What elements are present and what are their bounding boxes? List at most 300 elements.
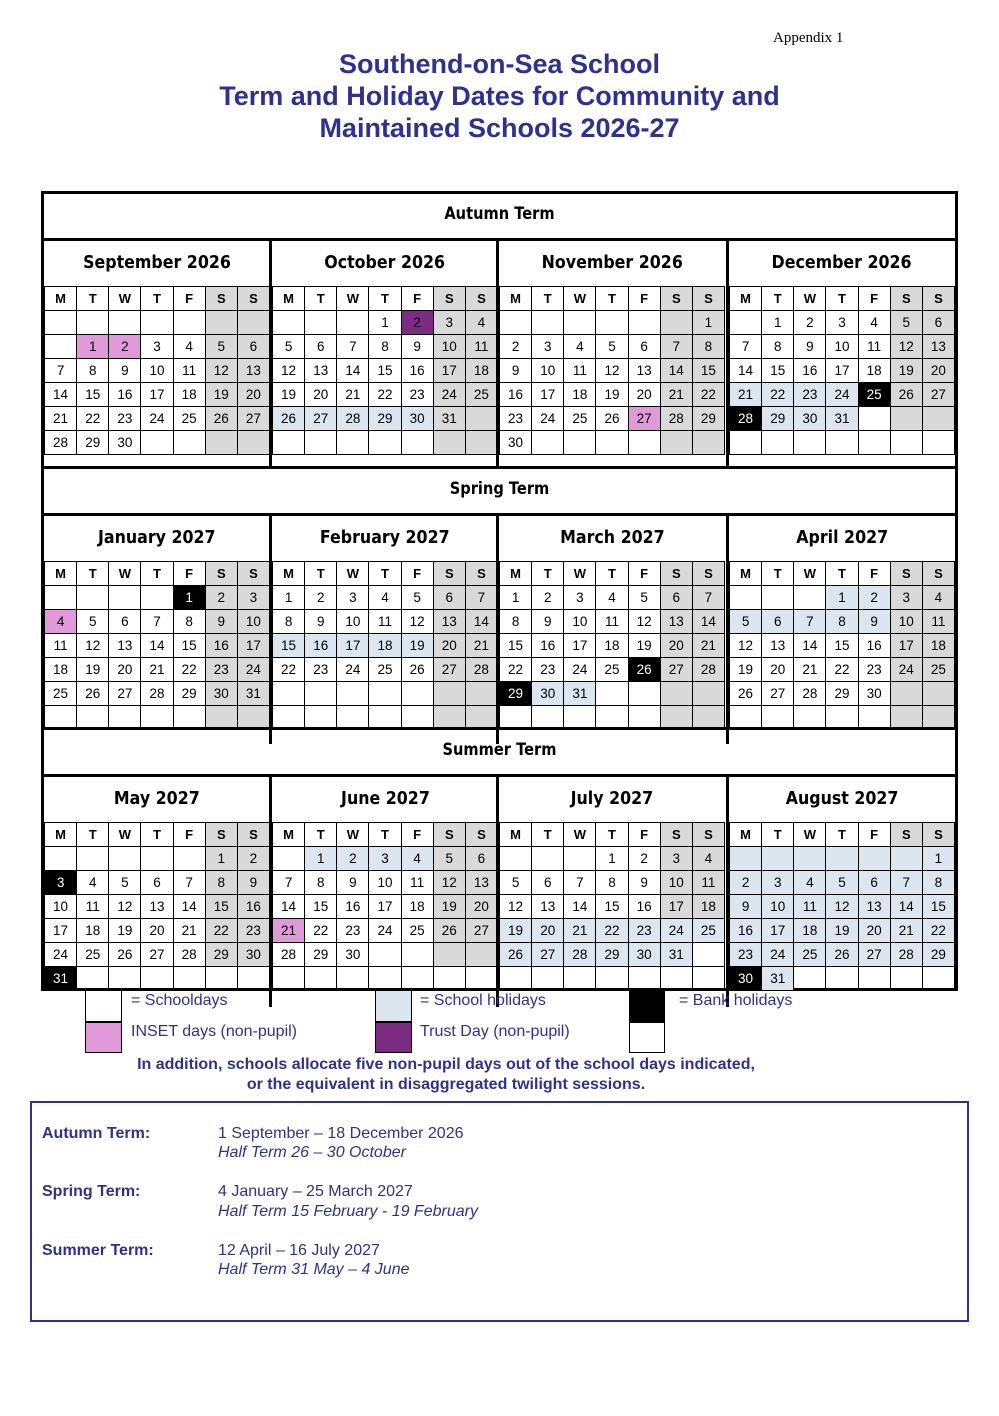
day-cell: 1 [692, 311, 724, 335]
day-cell: 29 [369, 407, 401, 431]
week-row [273, 586, 498, 610]
month-grid [272, 286, 498, 455]
month-block [272, 777, 498, 1005]
day-cell: 19 [730, 658, 762, 682]
day-cell: 15 [692, 359, 724, 383]
day-cell: 20 [305, 383, 337, 407]
day-cell: 12 [890, 335, 922, 359]
empty-cell [858, 407, 890, 431]
day-cell: 17 [660, 895, 692, 919]
empty-cell [141, 431, 173, 455]
empty-cell [692, 706, 724, 730]
empty-cell [273, 706, 305, 730]
day-cell: 4 [794, 871, 826, 895]
week-row [45, 706, 270, 730]
day-cell: 4 [465, 311, 497, 335]
day-cell: 22 [173, 658, 205, 682]
day-cell: 5 [826, 871, 858, 895]
weekday-header-row [45, 287, 270, 311]
summer-dates: 12 April – 16 July 2027 [218, 1242, 380, 1259]
day-cell: 24 [660, 919, 692, 943]
empty-cell [77, 311, 109, 335]
day-cell: 12 [596, 359, 628, 383]
empty-cell [369, 706, 401, 730]
empty-cell [45, 706, 77, 730]
empty-cell [692, 967, 724, 991]
month-divider [496, 241, 499, 469]
day-cell: 22 [369, 383, 401, 407]
week-row [273, 682, 498, 706]
day-cell: 1 [77, 335, 109, 359]
day-cell: 29 [77, 431, 109, 455]
day-cell: 29 [922, 943, 954, 967]
day-cell: 26 [730, 682, 762, 706]
term-summary-box [30, 1101, 969, 1322]
weekday-header: M [273, 562, 305, 586]
day-cell: 3 [826, 311, 858, 335]
day-cell: 5 [500, 871, 532, 895]
month-title [729, 241, 955, 285]
day-cell: 28 [794, 682, 826, 706]
day-cell: 21 [173, 919, 205, 943]
empty-cell [500, 847, 532, 871]
empty-cell [532, 847, 564, 871]
empty-cell [237, 311, 269, 335]
weekday-header: T [596, 287, 628, 311]
week-row [45, 847, 270, 871]
day-cell: 4 [77, 871, 109, 895]
weekday-header: M [500, 287, 532, 311]
empty-cell [465, 407, 497, 431]
day-cell: 22 [692, 383, 724, 407]
week-row [500, 658, 725, 682]
day-cell: 31 [762, 967, 794, 991]
day-cell: 4 [596, 586, 628, 610]
day-cell: 6 [858, 871, 890, 895]
day-cell: 21 [730, 383, 762, 407]
day-cell: 19 [596, 383, 628, 407]
day-cell: 12 [109, 895, 141, 919]
day-cell: 14 [273, 895, 305, 919]
week-row [500, 407, 725, 431]
weekday-header: M [730, 562, 762, 586]
month-title [272, 516, 498, 560]
week-row [500, 895, 725, 919]
day-cell: 16 [205, 634, 237, 658]
summer-half-term: Half Term 31 May – 4 June [218, 1261, 410, 1278]
empty-cell [692, 431, 724, 455]
week-row [273, 658, 498, 682]
day-cell: 14 [692, 610, 724, 634]
day-cell: 12 [500, 895, 532, 919]
day-cell: 11 [465, 335, 497, 359]
day-cell: 14 [465, 610, 497, 634]
week-row [730, 586, 955, 610]
day-cell: 8 [205, 871, 237, 895]
month-block [44, 241, 270, 469]
day-cell: 22 [826, 658, 858, 682]
week-row [273, 919, 498, 943]
day-cell: 9 [401, 335, 433, 359]
day-cell: 26 [890, 383, 922, 407]
day-cell: 29 [305, 943, 337, 967]
day-cell: 20 [465, 895, 497, 919]
month-grid [44, 822, 270, 991]
day-cell: 3 [237, 586, 269, 610]
day-cell: 9 [628, 871, 660, 895]
day-cell: 25 [45, 682, 77, 706]
day-cell: 27 [762, 682, 794, 706]
empty-cell [305, 431, 337, 455]
empty-cell [762, 847, 794, 871]
day-cell: 31 [564, 682, 596, 706]
empty-cell [628, 967, 660, 991]
month-divider [269, 241, 272, 469]
week-row [730, 407, 955, 431]
empty-cell [858, 967, 890, 991]
weekday-header: T [141, 287, 173, 311]
day-cell: 31 [237, 682, 269, 706]
day-cell: 8 [273, 610, 305, 634]
week-row [45, 658, 270, 682]
empty-cell [141, 967, 173, 991]
week-row [45, 335, 270, 359]
empty-cell [465, 706, 497, 730]
empty-cell [660, 967, 692, 991]
week-row [500, 919, 725, 943]
week-row [45, 682, 270, 706]
day-cell: 5 [433, 847, 465, 871]
day-cell: 15 [762, 359, 794, 383]
day-cell: 6 [628, 335, 660, 359]
day-cell: 5 [273, 335, 305, 359]
week-row [730, 943, 955, 967]
day-cell: 24 [237, 658, 269, 682]
day-cell: 14 [141, 634, 173, 658]
day-cell: 18 [173, 383, 205, 407]
day-cell: 26 [273, 407, 305, 431]
day-cell: 14 [564, 895, 596, 919]
empty-cell [596, 311, 628, 335]
day-cell: 6 [762, 610, 794, 634]
empty-cell [890, 682, 922, 706]
empty-cell [401, 431, 433, 455]
day-cell: 3 [433, 311, 465, 335]
weekday-header-row [45, 562, 270, 586]
day-cell: 11 [596, 610, 628, 634]
day-cell: 22 [205, 919, 237, 943]
week-row [500, 943, 725, 967]
empty-cell [564, 431, 596, 455]
week-row [45, 895, 270, 919]
month-grid [499, 286, 725, 455]
legend-schooldays-swatch [85, 990, 122, 1022]
day-cell: 28 [660, 407, 692, 431]
day-cell: 27 [660, 658, 692, 682]
day-cell: 28 [564, 943, 596, 967]
weekday-header: T [77, 287, 109, 311]
day-cell: 23 [794, 383, 826, 407]
empty-cell [237, 706, 269, 730]
week-row [730, 658, 955, 682]
day-cell: 18 [45, 658, 77, 682]
empty-cell [305, 706, 337, 730]
empty-cell [564, 311, 596, 335]
weekday-header: S [660, 562, 692, 586]
day-cell: 3 [369, 847, 401, 871]
day-cell: 4 [858, 311, 890, 335]
empty-cell [45, 847, 77, 871]
day-cell: 27 [141, 943, 173, 967]
week-row [45, 407, 270, 431]
day-cell: 3 [762, 871, 794, 895]
empty-cell [660, 682, 692, 706]
day-cell: 12 [433, 871, 465, 895]
day-cell: 28 [692, 658, 724, 682]
day-cell: 7 [141, 610, 173, 634]
day-cell: 3 [141, 335, 173, 359]
empty-cell [173, 706, 205, 730]
month-name: June 2027 [340, 788, 430, 809]
day-cell: 1 [305, 847, 337, 871]
weekday-header-row [730, 562, 955, 586]
day-cell: 24 [532, 407, 564, 431]
empty-cell [433, 943, 465, 967]
weekday-header: S [692, 823, 724, 847]
empty-cell [564, 967, 596, 991]
day-cell: 30 [109, 431, 141, 455]
weekday-header: T [596, 823, 628, 847]
day-cell: 27 [109, 682, 141, 706]
title-line-3: Maintained Schools 2026-27 [319, 113, 680, 143]
day-cell: 13 [858, 895, 890, 919]
weekday-header: S [660, 823, 692, 847]
empty-cell [173, 847, 205, 871]
empty-cell [660, 431, 692, 455]
weekday-header-row [273, 287, 498, 311]
note-line-1: In addition, schools allocate five non-pupil days out of the school days indicated, [137, 1056, 755, 1073]
day-cell: 8 [922, 871, 954, 895]
day-cell: 28 [730, 407, 762, 431]
empty-cell [433, 967, 465, 991]
week-row [273, 847, 498, 871]
day-cell: 2 [858, 586, 890, 610]
day-cell: 8 [692, 335, 724, 359]
day-cell: 27 [433, 658, 465, 682]
day-cell: 9 [730, 895, 762, 919]
day-cell: 16 [500, 383, 532, 407]
day-cell: 14 [890, 895, 922, 919]
day-cell: 2 [337, 847, 369, 871]
month-grid [729, 286, 955, 455]
weekday-header: T [532, 287, 564, 311]
month-title [499, 241, 725, 285]
day-cell: 28 [465, 658, 497, 682]
day-cell: 25 [564, 407, 596, 431]
day-cell: 18 [564, 383, 596, 407]
week-row [500, 634, 725, 658]
week-row [273, 871, 498, 895]
month-block [272, 516, 498, 744]
week-row [45, 383, 270, 407]
week-row [730, 431, 955, 455]
week-row [45, 610, 270, 634]
spring-half-term: Half Term 15 February - 19 February [218, 1203, 478, 1220]
empty-cell [730, 586, 762, 610]
spring-label: Spring Term: [42, 1183, 141, 1200]
legend-bank-holidays: = Bank holidays [679, 992, 793, 1009]
day-cell: 17 [45, 919, 77, 943]
legend-holiday-swatch [375, 990, 412, 1022]
day-cell: 15 [173, 634, 205, 658]
day-cell: 29 [692, 407, 724, 431]
term-heading: Summer Term [442, 740, 557, 760]
day-cell: 30 [237, 943, 269, 967]
empty-cell [305, 682, 337, 706]
day-cell: 13 [141, 895, 173, 919]
day-cell: 11 [858, 335, 890, 359]
empty-cell [273, 311, 305, 335]
month-block [729, 241, 955, 469]
day-cell: 11 [692, 871, 724, 895]
day-cell: 13 [237, 359, 269, 383]
weekday-header: S [922, 287, 954, 311]
empty-cell [401, 682, 433, 706]
empty-cell [922, 682, 954, 706]
day-cell: 20 [922, 359, 954, 383]
day-cell: 19 [826, 919, 858, 943]
empty-cell [465, 682, 497, 706]
weekday-header: M [273, 287, 305, 311]
legend-inset-swatch [85, 1022, 122, 1053]
week-row [500, 967, 725, 991]
day-cell: 1 [173, 586, 205, 610]
day-cell: 23 [205, 658, 237, 682]
empty-cell [922, 706, 954, 730]
month-grid [44, 286, 270, 455]
week-row [730, 919, 955, 943]
weekday-header: T [596, 562, 628, 586]
week-row [730, 682, 955, 706]
empty-cell [109, 311, 141, 335]
day-cell: 16 [628, 895, 660, 919]
day-cell: 10 [433, 335, 465, 359]
day-cell: 18 [465, 359, 497, 383]
day-cell: 21 [692, 634, 724, 658]
month-divider [726, 516, 729, 744]
day-cell: 22 [273, 658, 305, 682]
weekday-header: S [692, 287, 724, 311]
empty-cell [273, 847, 305, 871]
month-divider [726, 241, 729, 469]
day-cell: 9 [794, 335, 826, 359]
weekday-header: S [660, 287, 692, 311]
weekday-header-row [730, 823, 955, 847]
month-title [499, 516, 725, 560]
month-divider [496, 516, 499, 744]
day-cell: 26 [628, 658, 660, 682]
day-cell: 1 [205, 847, 237, 871]
week-row [500, 706, 725, 730]
day-cell: 26 [596, 407, 628, 431]
day-cell: 2 [205, 586, 237, 610]
empty-cell [77, 586, 109, 610]
legend-trust-swatch [375, 1022, 412, 1053]
empty-cell [628, 682, 660, 706]
day-cell: 24 [564, 658, 596, 682]
day-cell: 5 [109, 871, 141, 895]
empty-cell [858, 431, 890, 455]
day-cell: 16 [305, 634, 337, 658]
day-cell: 13 [465, 871, 497, 895]
day-cell: 28 [141, 682, 173, 706]
weekday-header: F [401, 823, 433, 847]
term-divider [44, 466, 955, 469]
day-cell: 28 [273, 943, 305, 967]
day-cell: 24 [141, 407, 173, 431]
day-cell: 7 [692, 586, 724, 610]
day-cell: 13 [762, 634, 794, 658]
month-block [499, 516, 725, 744]
day-cell: 23 [500, 407, 532, 431]
empty-cell [369, 943, 401, 967]
day-cell: 4 [564, 335, 596, 359]
week-row [500, 586, 725, 610]
day-cell: 10 [762, 895, 794, 919]
day-cell: 6 [532, 871, 564, 895]
weekday-header: W [109, 562, 141, 586]
day-cell: 30 [794, 407, 826, 431]
day-cell: 16 [109, 383, 141, 407]
day-cell: 2 [730, 871, 762, 895]
day-cell: 19 [401, 634, 433, 658]
day-cell: 8 [305, 871, 337, 895]
day-cell: 7 [660, 335, 692, 359]
empty-cell [237, 431, 269, 455]
day-cell: 6 [237, 335, 269, 359]
empty-cell [890, 967, 922, 991]
month-block [44, 516, 270, 744]
day-cell: 19 [500, 919, 532, 943]
weekday-header-row [273, 562, 498, 586]
legend-school-holidays: = School holidays [420, 992, 546, 1009]
day-cell: 5 [205, 335, 237, 359]
week-row [273, 311, 498, 335]
day-cell: 17 [141, 383, 173, 407]
title-line-2: Term and Holiday Dates for Community and [219, 81, 780, 111]
week-row [45, 967, 270, 991]
day-cell: 23 [237, 919, 269, 943]
day-cell: 30 [858, 682, 890, 706]
day-cell: 30 [500, 431, 532, 455]
weekday-header: S [465, 287, 497, 311]
empty-cell [401, 943, 433, 967]
weekday-header: W [109, 823, 141, 847]
day-cell: 14 [45, 383, 77, 407]
day-cell: 25 [173, 407, 205, 431]
day-cell: 22 [922, 919, 954, 943]
empty-cell [337, 967, 369, 991]
day-cell: 10 [532, 359, 564, 383]
day-cell: 2 [628, 847, 660, 871]
weekday-header: T [826, 823, 858, 847]
week-row [500, 682, 725, 706]
week-row [730, 610, 955, 634]
empty-cell [369, 682, 401, 706]
week-row [730, 847, 955, 871]
day-cell: 20 [237, 383, 269, 407]
empty-cell [794, 586, 826, 610]
